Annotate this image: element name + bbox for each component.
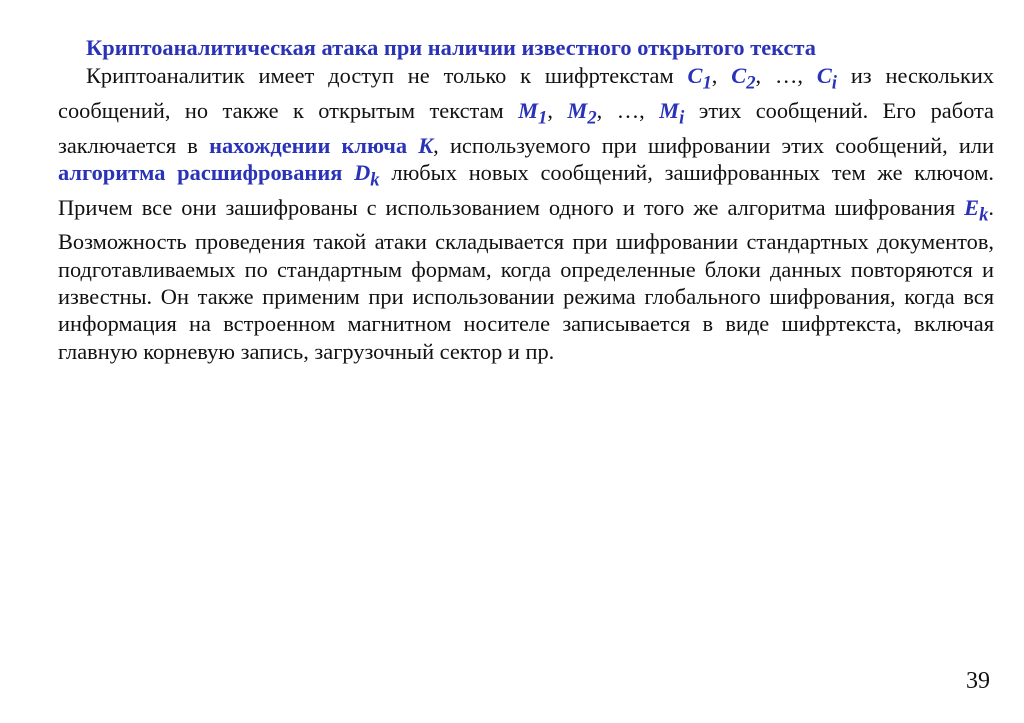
highlight-decryption-algorithm: алгоритма расшифрования [58,159,355,185]
symbol-m2: $M_2$ [567,97,597,129]
slide-title: Криптоаналитическая атака при наличии известного открытого текста [86,35,816,60]
body-paragraph: Криптоаналитик имеет доступ не только к шифртекстам $C_1$, $C_2$, …, $C_i$ из нескольких сообщений, но также к открытым текстам $M_1$, $M_2$, …, $M_i$ этих сообщений. Его работа заключается в нахождении ключа K, используемого при шифровании этих сообщений, или алгоритма расшифрования $D_k$ любых новых сообщений, зашифрованных тем же ключом. Причем все они зашифрованы с использованием одного и того же алгоритма шифрования $E_k$. Возможность проведения такой атаки складывается при шифровании стандартных документов, подготавливаемых по стандартным формам, когда определенные блоки данных повторяются и известны. Он также применим при использовании режима глобального шифрования, когда вся информация на встроенном магнитном носителе записывается в виде шифртекста, включая главную корневую запись, загрузочный сектор и пр. [58,63,995,364]
body-text: . Возможность проведения такой атаки складывается при шифровании стандартных документов, подготавливаемых по стандартным формам, когда определенные блоки данных повторяются и известны. Он также применим при использовании режима глобального шифрования, когда вся информация на встроенном магнитном носителе записывается в виде шифртекста, включая главную корневую запись, загрузочный сектор и пр. [58,194,994,364]
highlight-key-finding: нахождении ключа [209,132,419,158]
symbol-k: K [418,132,434,158]
symbol-dk: $D_k$ [354,159,380,191]
page-number: 39 [966,668,990,694]
body-text: этих сообщений. Его работа заключается в [58,97,994,158]
body-text: любых новых сообщений, зашифрованных тем же ключом. Причем все они зашифрованы с использованием одного и того же алгоритма шифрования [58,159,995,220]
symbol-ek: $E_k$ [964,194,989,226]
body-text: , используемого при шифровании этих сообщений, или [433,132,994,158]
symbol-c1: $C_1$ [687,63,712,94]
symbol-mi: $M_i$ [659,97,685,129]
body-text: из нескольких сообщений, но также к открытым текстам [58,63,994,123]
symbol-c2: $C_2$ [731,63,756,94]
slide-content [58,34,994,365]
symbol-m1: $M_1$ [518,97,548,129]
body-text: Криптоаналитик имеет доступ не только к шифртекстам [86,63,688,88]
symbol-ci: $C_i$ [816,63,837,94]
